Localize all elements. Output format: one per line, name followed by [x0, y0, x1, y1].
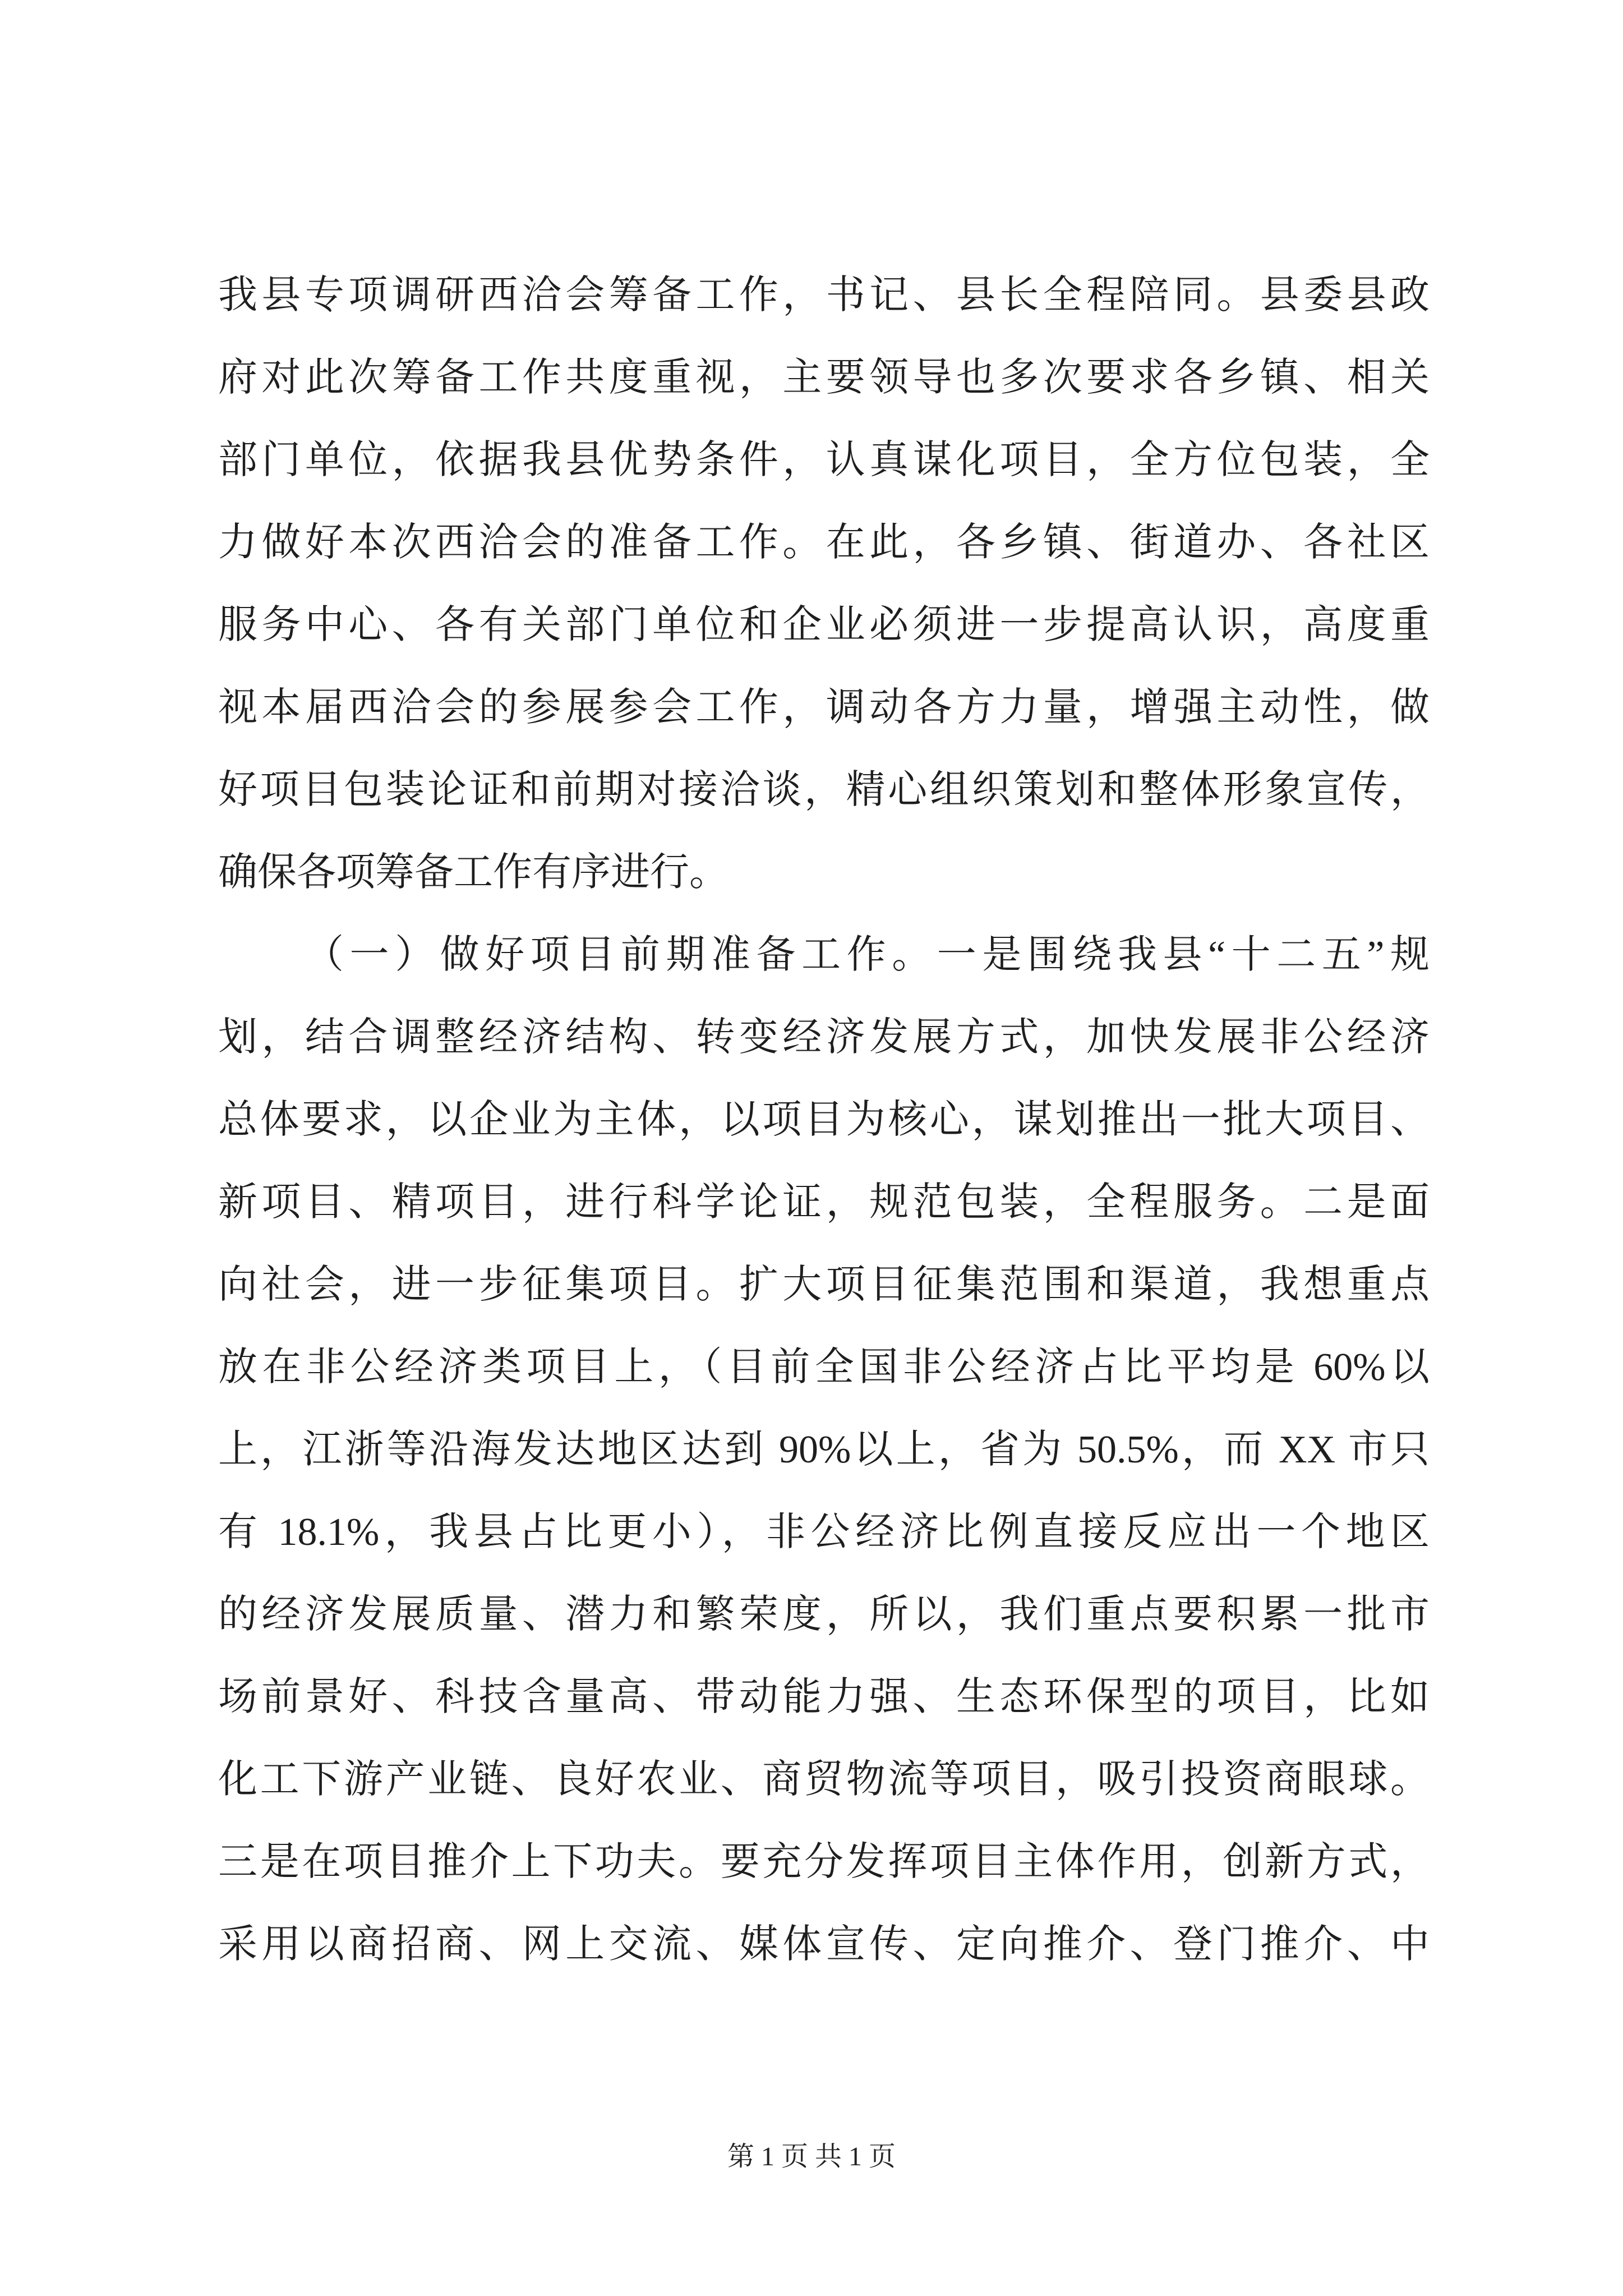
- paragraph-1: [218, 254, 1430, 914]
- paragraph-line: 划，结合调整经济结构、转变经济发展方式，加快发展非公经济: [218, 1016, 1430, 1059]
- paragraph-line: 新项目、精项目，进行科学论证，规范包装，全程服务。二是面: [218, 1181, 1430, 1224]
- paragraph-line: 放在非公经济类项目上，（目前全国非公经济占比平均是 60%以: [218, 1346, 1430, 1389]
- paragraph-line: 力做好本次西洽会的准备工作。在此，各乡镇、街道办、各社区: [218, 521, 1430, 564]
- paragraph-line: 确保各项筹备工作有序进行。: [218, 851, 728, 894]
- paragraph-line: 有 18.1%，我县占比更小），非公经济比例直接反应出一个地区: [218, 1511, 1430, 1554]
- paragraph-line: 的经济发展质量、潜力和繁荣度，所以，我们重点要积累一批市: [218, 1593, 1430, 1636]
- paragraph-2: [218, 914, 1430, 1986]
- paragraph-line: 我县专项调研西洽会筹备工作，书记、县长全程陪同。县委县政: [218, 274, 1430, 317]
- paragraph-line: 视本届西洽会的参展参会工作，调动各方力量，增强主动性，做: [218, 686, 1430, 729]
- paragraph-line: （一）做好项目前期准备工作。一是围绕我县“十二五”规: [305, 933, 1430, 977]
- paragraph-line: 总体要求，以企业为主体，以项目为核心，谋划推出一批大项目、: [218, 1098, 1430, 1142]
- page-footer: 第 1 页 共 1 页: [727, 2142, 896, 2171]
- paragraph-line: 三是在项目推介上下功夫。要充分发挥项目主体作用，创新方式，: [218, 1841, 1430, 1884]
- paragraph-line: 采用以商招商、网上交流、媒体宣传、定向推介、登门推介、中: [218, 1923, 1430, 1966]
- document-body: [218, 254, 1430, 1986]
- paragraph-line: 好项目包装论证和前期对接洽谈，精心组织策划和整体形象宣传，: [218, 769, 1430, 812]
- paragraph-line: 部门单位，依据我县优势条件，认真谋化项目，全方位包装，全: [218, 439, 1430, 482]
- paragraph-line: 化工下游产业链、良好农业、商贸物流等项目，吸引投资商眼球。: [218, 1758, 1430, 1801]
- paragraph-line: 向社会，进一步征集项目。扩大项目征集范围和渠道，我想重点: [218, 1263, 1430, 1306]
- paragraph-line: 上，江浙等沿海发达地区达到 90%以上，省为 50.5%，而 XX 市只: [218, 1428, 1430, 1471]
- paragraph-line: 府对此次筹备工作共度重视，主要领导也多次要求各乡镇、相关: [218, 356, 1430, 399]
- paragraph-line: 场前景好、科技含量高、带动能力强、生态环保型的项目，比如: [218, 1676, 1430, 1719]
- paragraph-line: 服务中心、各有关部门单位和企业必须进一步提高认识，高度重: [218, 604, 1430, 647]
